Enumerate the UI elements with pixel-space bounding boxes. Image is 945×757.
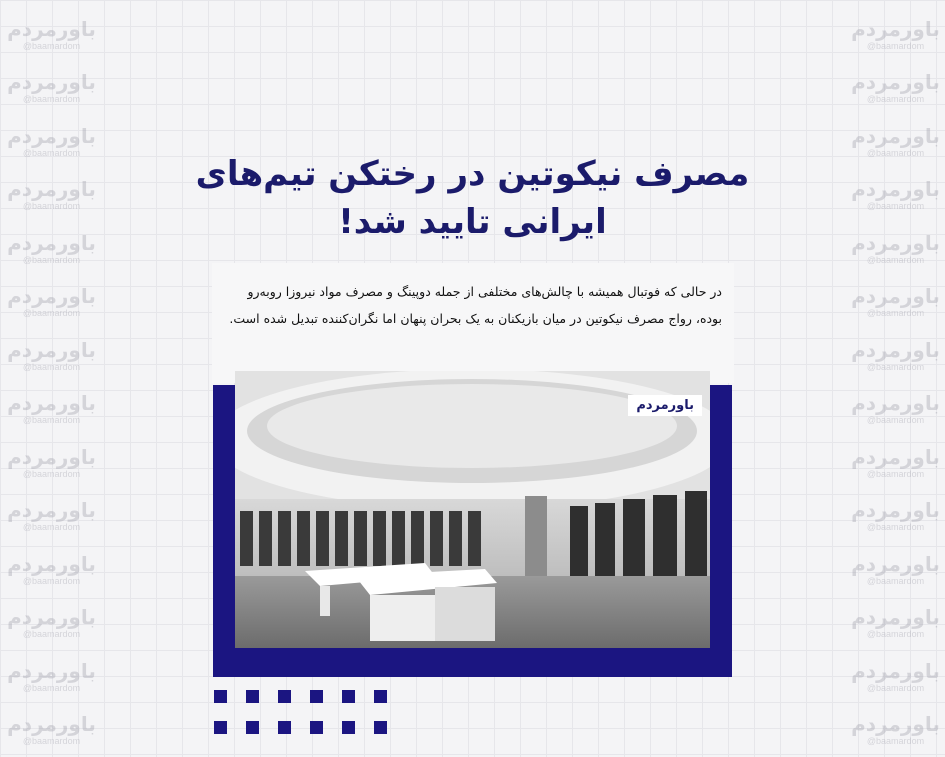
watermark-handle: @baamardom (867, 41, 924, 51)
watermark (848, 8, 943, 62)
watermark-logo: باورمردم (851, 447, 940, 467)
watermark-handle: @baamardom (23, 362, 80, 372)
watermark-logo: باورمردم (7, 126, 96, 146)
watermark-logo: باورمردم (851, 340, 940, 360)
watermark (848, 169, 943, 223)
watermark-logo: باورمردم (851, 393, 940, 413)
watermark-logo: باورمردم (851, 661, 940, 681)
watermark-handle: @baamardom (867, 94, 924, 104)
watermark-logo: باورمردم (7, 661, 96, 681)
watermark (4, 436, 99, 490)
watermark-handle: @baamardom (23, 736, 80, 746)
watermark-handle: @baamardom (23, 148, 80, 158)
watermark-logo: باورمردم (7, 607, 96, 627)
dot (246, 690, 259, 703)
watermark-handle: @baamardom (867, 683, 924, 693)
dot (342, 721, 355, 734)
locker-room-photo (235, 371, 710, 648)
watermark-handle: @baamardom (867, 308, 924, 318)
watermark (848, 597, 943, 651)
dot (278, 721, 291, 734)
watermark-logo: باورمردم (851, 286, 940, 306)
watermark-handle: @baamardom (23, 201, 80, 211)
watermark-handle: @baamardom (867, 201, 924, 211)
dot (214, 690, 227, 703)
watermark-handle: @baamardom (867, 415, 924, 425)
watermark-handle: @baamardom (23, 415, 80, 425)
watermark-logo: باورمردم (851, 72, 940, 92)
watermark-logo: باورمردم (851, 179, 940, 199)
dot (214, 721, 227, 734)
watermark-handle: @baamardom (23, 41, 80, 51)
watermark (4, 650, 99, 704)
watermark-logo: باورمردم (7, 19, 96, 39)
watermark-handle: @baamardom (23, 469, 80, 479)
watermark (848, 276, 943, 330)
watermark (4, 169, 99, 223)
watermark-logo: باورمردم (7, 447, 96, 467)
photo-logo: باورمردم (628, 395, 702, 416)
watermark-handle: @baamardom (23, 576, 80, 586)
watermark-handle: @baamardom (867, 576, 924, 586)
lead-paragraph: در حالی که فوتبال همیشه با چالش‌های مختلفی از جمله دوپینگ و مصرف مواد نیروزا روبه‌رو بوده، رواج مصرف نیکوتین در میان بازیکنان به یک بحران پنهان اما نگران‌کننده تبدیل شده است. (222, 278, 722, 332)
watermark-handle: @baamardom (867, 362, 924, 372)
watermark (4, 704, 99, 757)
watermark-logo: باورمردم (851, 233, 940, 253)
watermark-handle: @baamardom (867, 469, 924, 479)
watermark-handle: @baamardom (867, 148, 924, 158)
watermark (4, 222, 99, 276)
watermark (848, 222, 943, 276)
watermark-column-right (848, 8, 943, 757)
dot (342, 690, 355, 703)
watermark (4, 383, 99, 437)
watermark (848, 704, 943, 757)
watermark-logo: باورمردم (851, 714, 940, 734)
watermark-logo: باورمردم (7, 286, 96, 306)
watermark (848, 436, 943, 490)
watermark-logo: باورمردم (7, 500, 96, 520)
watermark-handle: @baamardom (23, 94, 80, 104)
watermark (848, 329, 943, 383)
watermark-handle: @baamardom (867, 255, 924, 265)
watermark-handle: @baamardom (23, 255, 80, 265)
watermark-logo: باورمردم (7, 393, 96, 413)
dot (374, 721, 387, 734)
watermark-handle: @baamardom (23, 683, 80, 693)
watermark-logo: باورمردم (851, 554, 940, 574)
headline (150, 150, 795, 246)
watermark-logo: باورمردم (851, 500, 940, 520)
watermark-handle: @baamardom (23, 308, 80, 318)
watermark-logo: باورمردم (7, 233, 96, 253)
watermark-logo: باورمردم (7, 72, 96, 92)
headline-line-2: ایرانی تایید شد! (150, 198, 795, 246)
watermark-logo: باورمردم (851, 19, 940, 39)
watermark-handle: @baamardom (867, 736, 924, 746)
watermark (4, 115, 99, 169)
watermark (848, 115, 943, 169)
headline-line-1: مصرف نیکوتین در رختکن تیم‌های (150, 150, 795, 198)
watermark-logo: باورمردم (851, 126, 940, 146)
watermark (4, 490, 99, 544)
watermark-logo: باورمردم (7, 714, 96, 734)
watermark-handle: @baamardom (23, 629, 80, 639)
watermark-logo: باورمردم (7, 554, 96, 574)
dot (278, 690, 291, 703)
dot (374, 690, 387, 703)
watermark-handle: @baamardom (867, 629, 924, 639)
dot (310, 721, 323, 734)
dot (246, 721, 259, 734)
watermark (4, 329, 99, 383)
watermark (848, 650, 943, 704)
watermark-handle: @baamardom (867, 522, 924, 532)
watermark (4, 543, 99, 597)
watermark (4, 8, 99, 62)
watermark (4, 597, 99, 651)
watermark-logo: باورمردم (7, 340, 96, 360)
watermark-logo: باورمردم (851, 607, 940, 627)
watermark (848, 62, 943, 116)
watermark-logo: باورمردم (7, 179, 96, 199)
watermark-column-left (4, 8, 99, 757)
watermark (848, 543, 943, 597)
watermark-handle: @baamardom (23, 522, 80, 532)
watermark (848, 490, 943, 544)
watermark (4, 276, 99, 330)
watermark (848, 383, 943, 437)
dot (310, 690, 323, 703)
watermark (4, 62, 99, 116)
